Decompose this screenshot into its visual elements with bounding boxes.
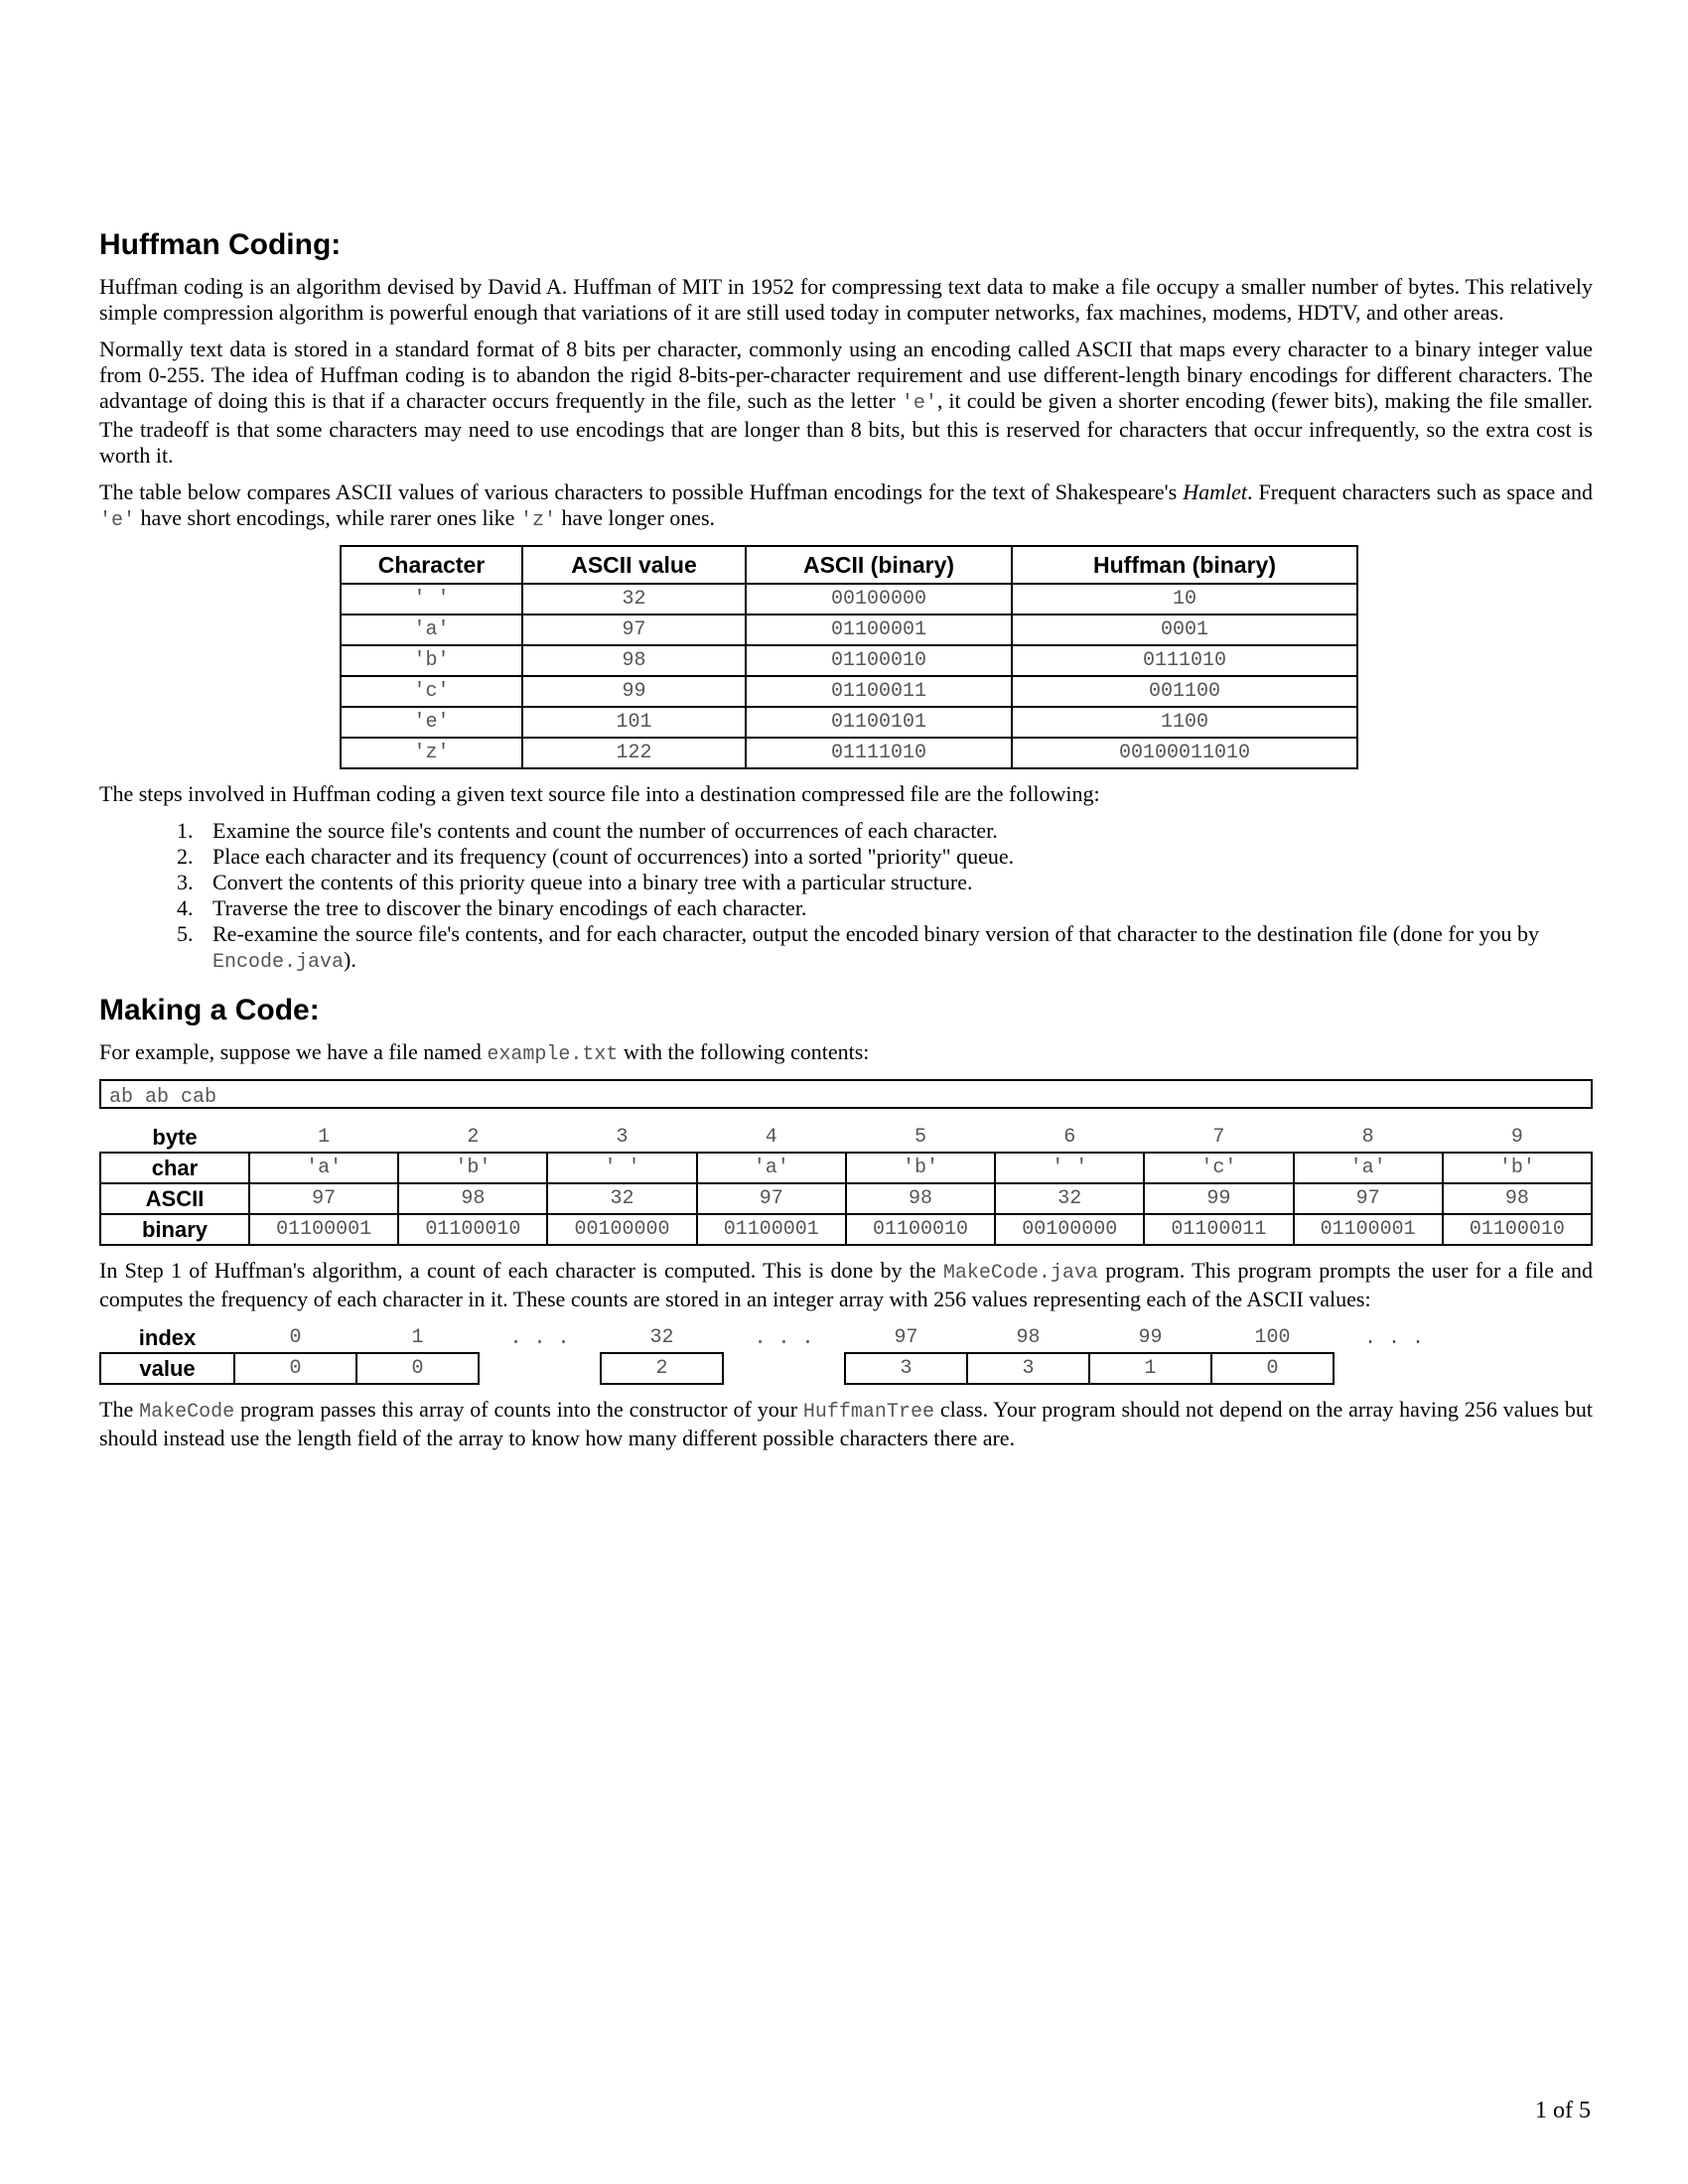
table-cell: . . . [509, 1326, 570, 1350]
inline-code: MakeCode.java [942, 1262, 1098, 1285]
row-label: value [100, 1353, 234, 1384]
table-cell: 'a' [341, 614, 522, 645]
table-cell: 'b' [398, 1153, 547, 1183]
paragraph-text: with the following contents: [618, 1039, 870, 1064]
table-cell: 100 [1254, 1326, 1291, 1349]
table-cell: 122 [522, 738, 746, 768]
list-item [99, 818, 1593, 844]
inline-code: 'z' [519, 509, 556, 532]
paragraph-ascii-explainer [99, 337, 1593, 469]
list-item [99, 895, 1593, 921]
table-header-cell: Character [341, 546, 522, 584]
table-row [341, 584, 1357, 614]
table-cell: 97 [697, 1183, 846, 1214]
table-cell: 00100011010 [1012, 738, 1357, 768]
book-title: Hamlet [1183, 479, 1247, 504]
table-cell: 97 [249, 1183, 398, 1214]
table-cell: 01100001 [1294, 1214, 1443, 1245]
list-item [99, 921, 1593, 976]
table-cell [479, 1353, 601, 1384]
table-cell: 7 [1212, 1126, 1225, 1149]
table-cell: 01100001 [249, 1214, 398, 1245]
list-item-text: Place each character and its frequency (count of occurrences) into a sorted "priority" queue. [212, 844, 1015, 869]
table-cell: 2 [601, 1353, 723, 1384]
index-row [100, 1323, 1456, 1353]
table-cell: 00100000 [547, 1214, 696, 1245]
byte-row [100, 1123, 1592, 1153]
table-cell: 5 [914, 1126, 926, 1149]
list-item-number: 3. [177, 870, 194, 894]
table-cell: 0 [356, 1353, 479, 1384]
paragraph-text: , it could be given a shorter encoding (fewer bits), making the file smaller. The tradeoff is that some characters may need to use encodings that are longer than 8 bits, but this is reserved for characters that occur infrequently, so the extra cost is worth it. [99, 388, 1593, 468]
table-cell: 01100010 [398, 1214, 547, 1245]
file-contents-box [99, 1079, 1593, 1109]
byte-table [99, 1123, 1593, 1246]
table-cell: 001100 [1012, 676, 1357, 707]
table-cell [1334, 1353, 1456, 1384]
table-cell: 1 [318, 1126, 331, 1149]
table-row [341, 676, 1357, 707]
paragraph-text: Normally text data is stored in a standard format of 8 bits per character, commonly using an encoding called ASCII that maps every character to a binary integer value from 0-255. The idea of Huffman coding is to abandon the rigid 8-bits-per-character requirement and use different-length binary encodings for different characters. The advantage of doing this is that if a character occurs frequently in the file, such as the letter [99, 337, 1593, 413]
table-cell: ' ' [547, 1153, 696, 1183]
table-cell: 99 [1144, 1183, 1293, 1214]
table-cell: 32 [547, 1183, 696, 1214]
row-label: ASCII [100, 1183, 249, 1214]
table-cell: 2 [467, 1126, 480, 1149]
table-cell: 01100010 [1443, 1214, 1592, 1245]
table-row [341, 614, 1357, 645]
table-cell: 3 [616, 1126, 629, 1149]
paragraph-text: program. This program prompts the user for a file and computes the frequency of each character in it. These counts are stored in an integer array with 256 values representing each of the ASCII values: [99, 1258, 1593, 1311]
table-cell: 0 [289, 1326, 302, 1349]
steps-list [99, 818, 1593, 976]
table-cell: 32 [522, 584, 746, 614]
table-cell: 1 [1089, 1353, 1211, 1384]
table-cell: 'e' [341, 707, 522, 738]
list-item [99, 844, 1593, 870]
table-cell: 01100001 [746, 614, 1012, 645]
inline-code: 'e' [901, 392, 937, 415]
section-heading-making-a-code: Making a Code: [99, 994, 320, 1026]
table-cell: 32 [995, 1183, 1144, 1214]
paragraph-intro [99, 274, 1593, 326]
list-item-number: 4. [177, 895, 194, 920]
table-cell: 01111010 [746, 738, 1012, 768]
table-cell: 01100010 [746, 645, 1012, 676]
paragraph-text: For example, suppose we have a file named [99, 1039, 488, 1064]
steps-intro [99, 781, 1593, 807]
table-cell [723, 1353, 845, 1384]
table-cell: 01100011 [1144, 1214, 1293, 1245]
table-cell: 'z' [341, 738, 522, 768]
paragraph-text: In Step 1 of Huffman's algorithm, a count of each character is computed. This is done by the [99, 1258, 943, 1283]
page-title: Huffman Coding: [99, 228, 342, 261]
ascii-huffman-table [340, 545, 1358, 769]
paragraph-example-file [99, 1039, 1593, 1068]
table-cell: ' ' [341, 584, 522, 614]
list-item-text-part: Re-examine the source file's contents, and for each character, output the encoded binary version of that character to the destination file (done for you by [212, 921, 1540, 946]
table-cell: 3 [845, 1353, 967, 1384]
paragraph-text: The table below compares ASCII values of various characters to possible Huffman encodings for the text of Shakespeare's [99, 479, 1184, 504]
list-item-number: 5. [177, 921, 194, 946]
table-cell: 01100011 [746, 676, 1012, 707]
value-row [100, 1353, 1456, 1384]
table-cell: 98 [398, 1183, 547, 1214]
table-cell: 0001 [1012, 614, 1357, 645]
table-cell: 0 [1211, 1353, 1334, 1384]
table-header-cell: Huffman (binary) [1012, 546, 1357, 584]
table-cell: 9 [1510, 1126, 1523, 1149]
table-cell: 99 [1138, 1326, 1163, 1349]
table-cell: 'b' [1443, 1153, 1592, 1183]
table-cell: 00100000 [995, 1214, 1144, 1245]
char-row [100, 1153, 1592, 1183]
table-cell: 97 [894, 1326, 918, 1349]
table-cell: 1 [411, 1326, 424, 1349]
table-cell: 'a' [1294, 1153, 1443, 1183]
table-cell: 'c' [1144, 1153, 1293, 1183]
table-cell: 99 [522, 676, 746, 707]
list-item [99, 870, 1593, 895]
paragraph-text: have short encodings, while rarer ones like [135, 505, 520, 530]
table-cell: 101 [522, 707, 746, 738]
table-cell: 98 [1016, 1326, 1041, 1349]
table-cell: . . . [754, 1326, 814, 1350]
row-label: binary [100, 1214, 249, 1245]
paragraph-step1 [99, 1258, 1593, 1312]
table-cell: 01100001 [697, 1214, 846, 1245]
file-contents-text: ab ab cab [109, 1086, 217, 1109]
paragraph-text: The [99, 1397, 140, 1422]
list-item-text: Convert the contents of this priority queue into a binary tree with a particular structure. [212, 870, 973, 894]
table-cell: 01100101 [746, 707, 1012, 738]
list-item-text: Traverse the tree to discover the binary encodings of each character. [212, 895, 807, 920]
table-cell: 10 [1012, 584, 1357, 614]
paragraph-text: class. Your program should not depend on the array having 256 values but should instead use the length field of the array to know how many different possible characters there are. [99, 1397, 1594, 1450]
row-label: char [100, 1153, 249, 1183]
paragraph-text: The steps involved in Huffman coding a given text source file into a destination compressed file are the following: [99, 781, 1100, 806]
table-cell: 'c' [341, 676, 522, 707]
table-header-cell: ASCII value [522, 546, 746, 584]
table-cell: 01100010 [846, 1214, 995, 1245]
row-label: index [138, 1324, 197, 1350]
table-cell: 6 [1063, 1126, 1076, 1149]
table-cell: 0 [234, 1353, 356, 1384]
table-cell: 'b' [846, 1153, 995, 1183]
list-item-text [212, 921, 1593, 976]
paragraph-text: have longer ones. [555, 505, 716, 530]
table-header-row [341, 546, 1357, 584]
table-cell: 3 [967, 1353, 1089, 1384]
table-header-cell: ASCII (binary) [746, 546, 1012, 584]
row-label: byte [152, 1124, 198, 1150]
table-cell: 97 [522, 614, 746, 645]
paragraph-text: Huffman coding is an algorithm devised by David A. Huffman of MIT in 1952 for compressing text data to make a file occupy a smaller number of bytes. This relatively simple compression algorithm is powerful enough that variations of it are still used today in computer networks, fax machines, modems, HDTV, and other areas. [99, 274, 1593, 325]
inline-code: Encode.java [212, 951, 345, 974]
table-cell: 98 [522, 645, 746, 676]
table-cell: 00100000 [746, 584, 1012, 614]
table-cell: 1100 [1012, 707, 1357, 738]
list-item-text-part: ). [344, 947, 356, 972]
table-cell: 98 [846, 1183, 995, 1214]
table-cell: 0111010 [1012, 645, 1357, 676]
page-number: 1 of 5 [1535, 2098, 1591, 2123]
table-cell: 98 [1443, 1183, 1592, 1214]
table-cell: 97 [1294, 1183, 1443, 1214]
table-cell: 4 [765, 1126, 777, 1149]
paragraph-text: . Frequent characters such as space and [1246, 479, 1594, 504]
counts-array-table [99, 1323, 1457, 1385]
table-row [341, 707, 1357, 738]
table-cell: ' ' [995, 1153, 1144, 1183]
table-cell: 'b' [341, 645, 522, 676]
paragraph-text: program passes this array of counts into the constructor of your [234, 1397, 803, 1422]
table-cell: 32 [649, 1326, 674, 1349]
list-item-text: Examine the source file's contents and count the number of occurrences of each character. [212, 818, 998, 843]
list-item-number: 2. [177, 844, 194, 869]
table-row [341, 645, 1357, 676]
inline-code: 'e' [99, 509, 136, 532]
table-cell: 'a' [249, 1153, 398, 1183]
inline-code: HuffmanTree [802, 1401, 934, 1424]
inline-code: MakeCode [139, 1401, 235, 1424]
paragraph-table-intro [99, 479, 1593, 534]
table-row [341, 738, 1357, 768]
paragraph-makecode [99, 1397, 1593, 1451]
table-cell: 8 [1361, 1126, 1374, 1149]
ascii-row [100, 1183, 1592, 1214]
inline-code: example.txt [487, 1043, 619, 1066]
table-cell: 'a' [697, 1153, 846, 1183]
list-item-number: 1. [177, 818, 194, 843]
table-cell: . . . [1363, 1326, 1424, 1350]
binary-row [100, 1214, 1592, 1245]
